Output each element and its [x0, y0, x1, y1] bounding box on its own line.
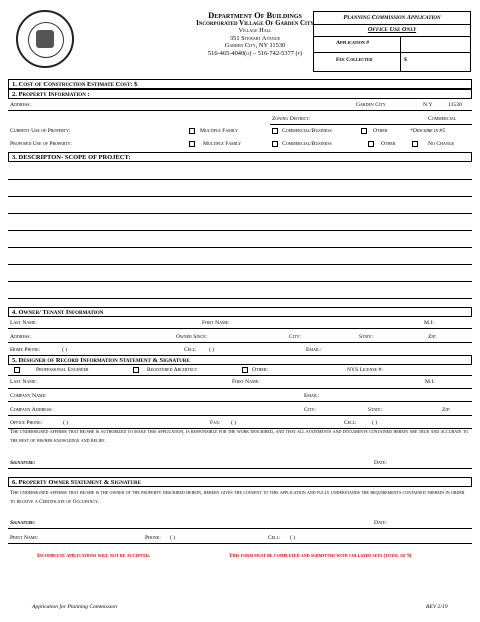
office-use-box — [313, 11, 471, 72]
owner-mi-label: M.I: — [424, 320, 434, 326]
designer-statement: The undersigned affirms that he/she is authorized to make this application, is responsible for the work described, and that all statements and documents contained herein are true and accurate to the best of his/her knowledge and belief. — [10, 429, 469, 444]
section-1-cost-bar: 1. Cost of Construction Estimate Cost: $ — [8, 79, 472, 89]
owner-phone-area: ( ) — [170, 535, 176, 541]
footer-form-name: Application for Planning Commission — [32, 604, 117, 610]
application-number-label: Application # — [336, 40, 370, 46]
owner-statement: The undersigned affirms that he/she is the owner of the property described herein, hereby gives the consent to this application and fully understands the requirements contained therein in order to receive a Certificate of Occupancy. — [10, 490, 465, 505]
designer-other-label: Other: — [252, 367, 269, 373]
registered-architect-checkbox[interactable] — [133, 367, 139, 373]
description-line[interactable] — [8, 196, 472, 197]
description-line[interactable] — [8, 230, 472, 231]
fax-label: Fax: — [210, 420, 221, 426]
designer-zip-label: Zip: — [442, 407, 451, 413]
property-address-label: Address: — [10, 102, 31, 108]
owner-cell-label: Cell: — [184, 347, 197, 353]
proposed-use-no-change-checkbox[interactable] — [412, 141, 418, 147]
proposed-use-commercial-checkbox[interactable] — [272, 141, 278, 147]
owner-state-label: State: — [359, 334, 374, 340]
description-line[interactable] — [8, 264, 472, 265]
proposed-use-other-checkbox[interactable] — [368, 141, 374, 147]
owner-home-phone-area: ( ) — [62, 347, 68, 353]
department-title: Department Of Buildings — [208, 10, 302, 20]
office-phone-area: ( ) — [63, 420, 69, 426]
fax-area: ( ) — [231, 420, 237, 426]
designer-email-label: Email: — [304, 393, 320, 399]
designer-first-name-label: First Name: — [232, 379, 260, 385]
office-box-title: Planning Commission Application — [343, 14, 441, 21]
property-state-value: N.Y — [423, 102, 433, 108]
owner-cell-area: ( ) — [209, 347, 215, 353]
seal-emblem — [36, 30, 54, 48]
owner-zip-label: Zip: — [428, 334, 437, 340]
proposed-use-no-change-label: No Change — [428, 141, 455, 147]
designer-signature-label: Signature: — [10, 460, 36, 466]
designer-last-name-label: Last Name: — [10, 379, 37, 385]
section-2-property-bar: 2. Property Information : — [8, 89, 472, 99]
proposed-use-multiple-family-label: Multiple Family — [203, 141, 242, 147]
property-city-value: Garden City — [356, 102, 386, 108]
footer-revision: REV 2/19 — [426, 604, 448, 610]
describe-note: *Describe in #5 — [410, 128, 446, 134]
section-3-description-bar: 3. DESCRIPTON- SCOPE OF PROJECT: — [8, 152, 472, 162]
company-address-label: Company Address: — [10, 407, 53, 413]
owner-signature-line[interactable] — [8, 528, 472, 529]
owner-email-label: Email: — [306, 347, 322, 353]
designer-mi-label: M.I: — [425, 379, 435, 385]
fee-collected-label: Fee Collected — [336, 57, 373, 63]
owner-cell-area-2: ( ) — [290, 535, 296, 541]
current-use-other-label: Other — [373, 128, 388, 134]
owner-first-name-label: First Name: — [202, 320, 230, 326]
owner-city-label: City: — [289, 334, 301, 340]
owner-address-label: Address: — [10, 334, 31, 340]
description-line[interactable] — [8, 281, 472, 282]
designer-state-label: State: — [368, 407, 383, 413]
owner-date-label: Date: — [374, 520, 387, 526]
office-phone-label: Office Phone: — [10, 420, 43, 426]
current-use-commercial-checkbox[interactable] — [272, 128, 278, 134]
village-name: Incorporated Village Of Garden City — [196, 19, 314, 27]
owner-since-label: Owner Since: — [176, 334, 208, 340]
description-line[interactable] — [8, 247, 472, 248]
fee-dollar-sign: $ — [404, 57, 407, 63]
current-use-multiple-family-checkbox[interactable] — [189, 128, 195, 134]
registered-architect-label: Registered Architect — [147, 367, 198, 373]
owner-signature-label: Signature: — [10, 520, 36, 526]
section-6-owner-statement-bar: 6. Property Owner Statement & Signature — [8, 477, 472, 487]
proposed-use-other-label: Other — [381, 141, 396, 147]
owner-cell-label-2: Cell: — [268, 535, 281, 541]
current-use-commercial-label: Commercial/Business — [282, 128, 332, 134]
section-4-owner-bar: 4. Owner/ Tenant Information — [8, 307, 472, 317]
owner-home-phone-label: Home Phone: — [10, 347, 41, 353]
city-address: Garden City, NY 11530 — [224, 42, 286, 50]
owner-phone-label: Phone: — [145, 535, 161, 541]
designer-other-checkbox[interactable] — [242, 367, 248, 373]
professional-engineer-checkbox[interactable] — [14, 367, 20, 373]
office-use-only-label: Office Use Only — [367, 26, 417, 33]
complete-notice: This form must be completed and submitted with collated sets (total of 9) — [229, 553, 412, 559]
property-zip-value: 11530 — [448, 102, 462, 108]
designer-cell-label: Cell: — [344, 420, 357, 426]
proposed-use-commercial-label: Commercial/Business — [282, 141, 332, 147]
proposed-use-label: Proposed Use of Property: — [10, 141, 73, 147]
description-line[interactable] — [8, 298, 472, 299]
incomplete-notice: Incomplete applications will not be accepted. — [37, 553, 151, 559]
current-use-other-checkbox[interactable] — [361, 128, 367, 134]
village-seal-logo — [16, 10, 74, 68]
current-use-label: Current Use of Property: — [10, 128, 71, 134]
designer-city-label: City: — [304, 407, 316, 413]
zoning-district-label: Zoning District: — [272, 116, 311, 122]
street-address: 351 Stewart Avenue — [229, 34, 281, 42]
nys-license-label: NYS License #: — [347, 367, 383, 373]
designer-cell-area: ( ) — [372, 420, 378, 426]
designer-signature-line[interactable] — [8, 468, 472, 469]
description-line[interactable] — [8, 179, 472, 180]
current-use-multiple-family-label: Multiple Family — [200, 128, 239, 134]
company-name-label: Company Name: — [10, 393, 47, 399]
zoning-commercial-label: Commercial — [428, 116, 457, 122]
print-name-label: Print Name: — [10, 535, 39, 541]
proposed-use-multiple-family-checkbox[interactable] — [189, 141, 195, 147]
village-hall: Village Hall — [238, 27, 272, 35]
phone-numbers: 516-465-4040(o) – 516-742-5377 (f) — [207, 49, 303, 57]
description-line[interactable] — [8, 213, 472, 214]
owner-last-name-label: Last Name: — [10, 320, 37, 326]
professional-engineer-label: Professional Engineer — [36, 367, 89, 373]
section-5-designer-bar: 5. Designer of Record Information Statement & Signature — [8, 355, 472, 365]
designer-date-label: Date: — [374, 460, 387, 466]
